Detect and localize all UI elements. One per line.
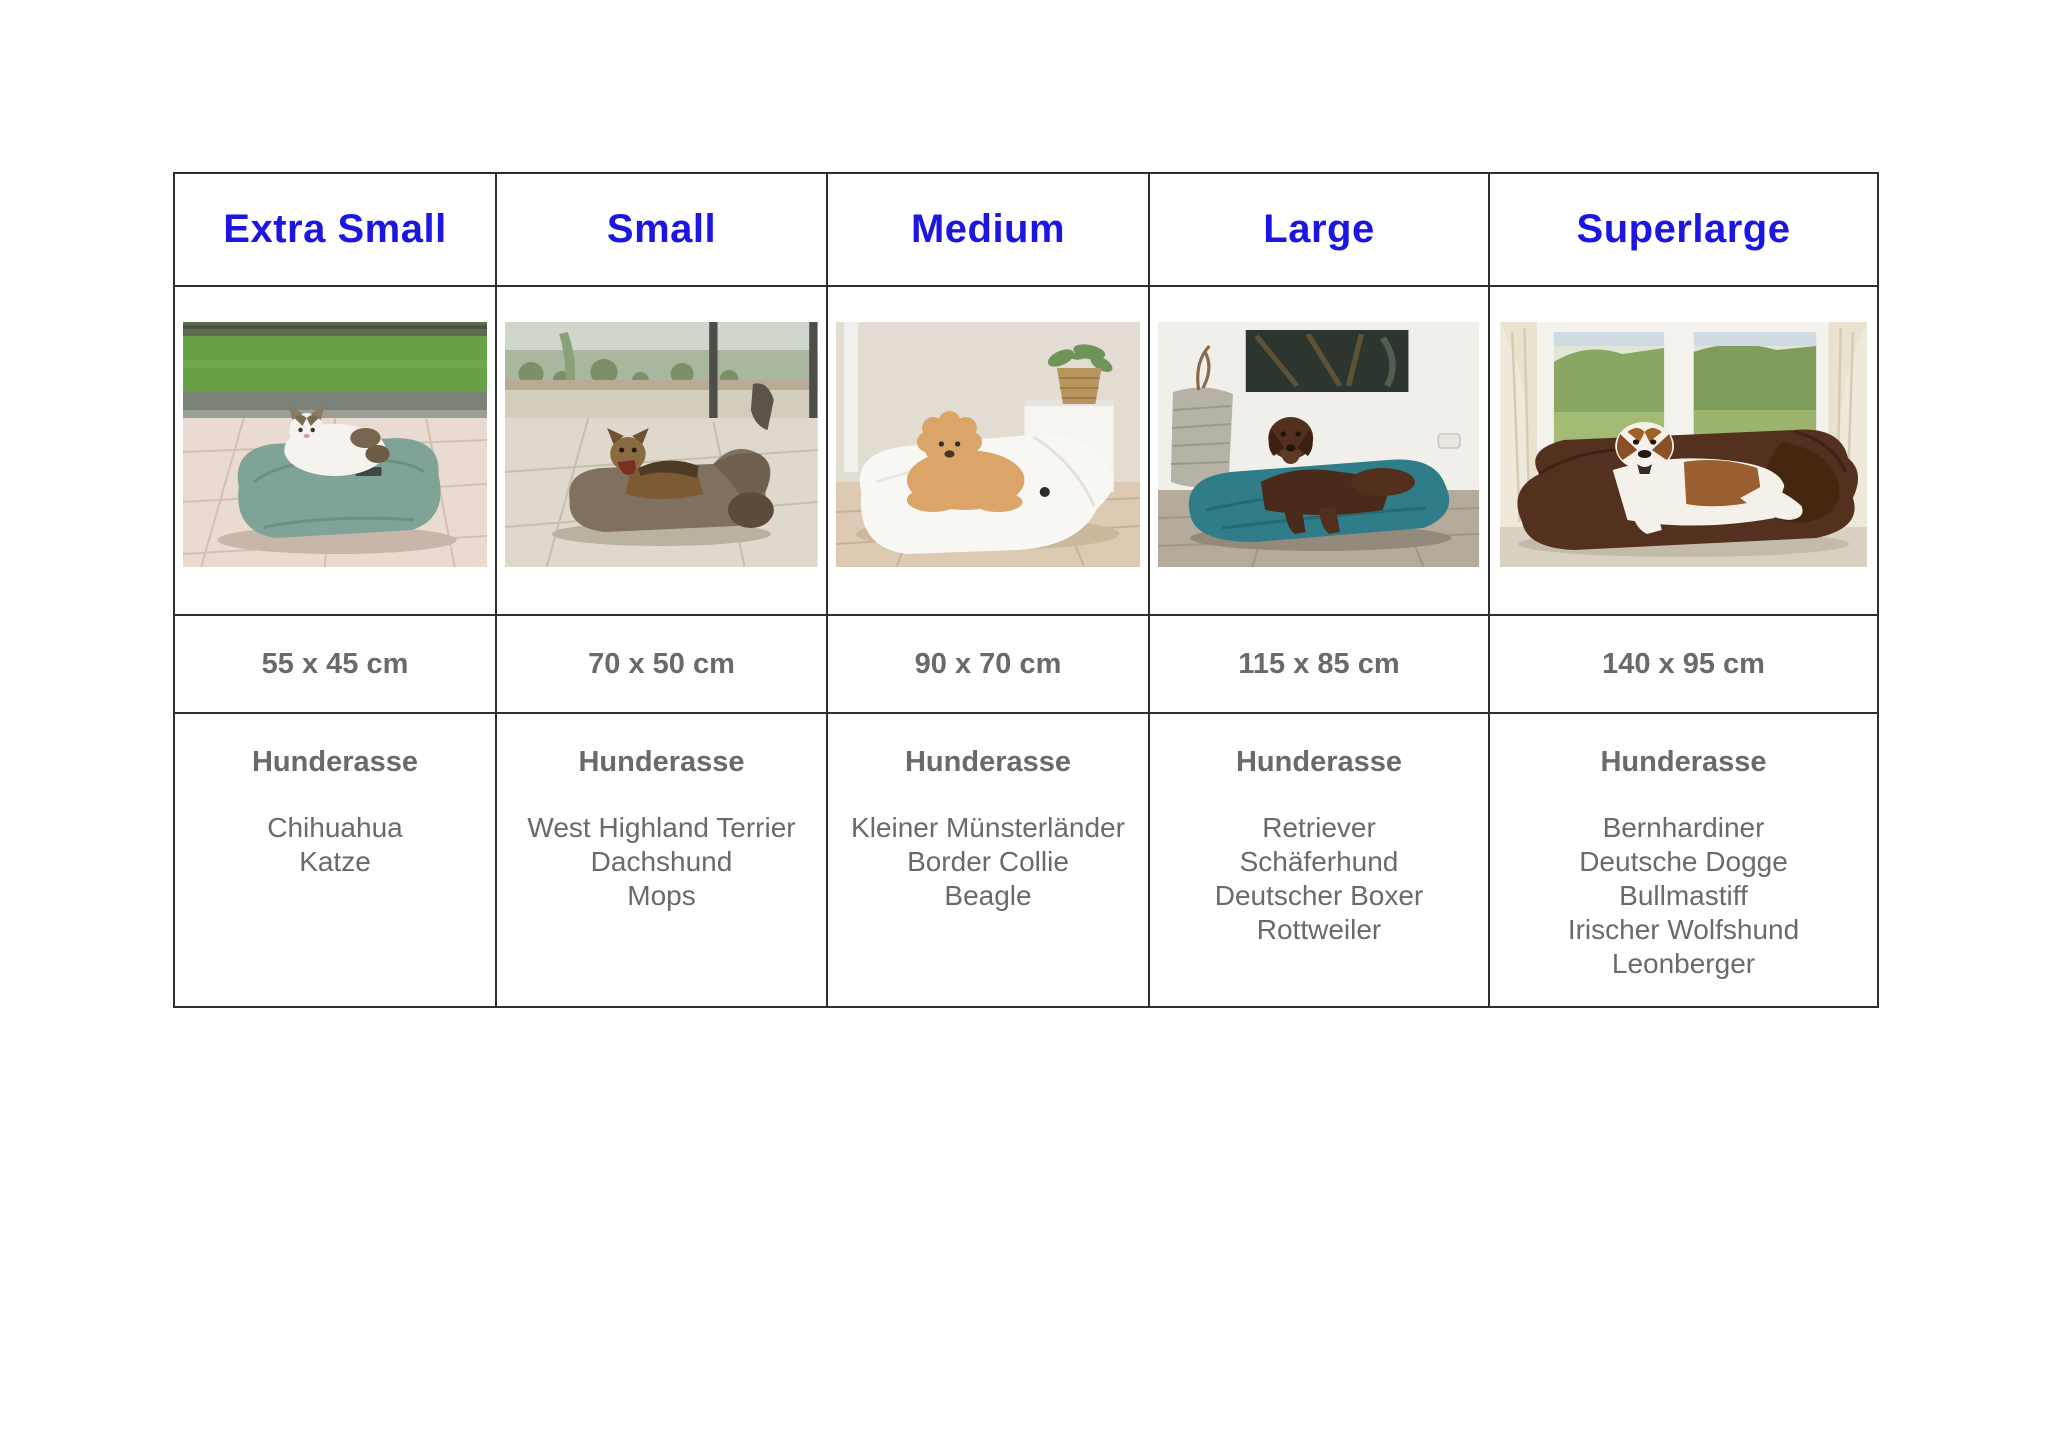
column-title-small: Small [606, 207, 717, 251]
photo-cell-superlarge [1490, 287, 1877, 616]
breed-item: Retriever [1262, 812, 1376, 843]
small-bed-photo [505, 322, 818, 567]
photo-cell-large [1150, 287, 1490, 616]
superlarge-bed-photo [1500, 322, 1868, 567]
size-cell-large [1150, 616, 1490, 714]
breed-item: Leonberger [1611, 948, 1756, 979]
size-cell-medium [828, 616, 1150, 714]
breed-item: Bullmastiff [1619, 880, 1748, 911]
large-bed-photo [1158, 322, 1479, 567]
medium-bed-photo [836, 322, 1140, 567]
breed-heading: Hunderasse [578, 746, 745, 778]
size-value-medium: 90 x 70 cm [914, 647, 1062, 680]
breed-item: Kleiner Münsterländer [851, 812, 1125, 843]
header-cell-medium [828, 174, 1150, 287]
photo-cell-medium [828, 287, 1150, 616]
breed-item: Rottweiler [1256, 914, 1382, 945]
breed-item: Irischer Wolfshund [1567, 914, 1800, 945]
breed-item: Deutscher Boxer [1214, 880, 1424, 911]
breed-heading: Hunderasse [904, 746, 1071, 778]
size-value-large: 115 x 85 cm [1238, 647, 1400, 680]
breed-item: Beagle [944, 880, 1032, 911]
breed-item: Schäferhund [1239, 846, 1399, 877]
breeds-cell-medium [828, 714, 1150, 1006]
dog-bed-size-table [173, 172, 1879, 1008]
size-cell-extra-small [175, 616, 497, 714]
column-title-extra-small: Extra Small [223, 207, 447, 251]
header-cell-small [497, 174, 828, 287]
breed-item: Dachshund [590, 846, 733, 877]
breed-heading: Hunderasse [251, 746, 418, 778]
breed-heading: Hunderasse [1235, 746, 1402, 778]
photo-cell-small [497, 287, 828, 616]
size-cell-superlarge [1490, 616, 1877, 714]
breed-item: Bernhardiner [1602, 812, 1765, 843]
column-title-large: Large [1263, 207, 1375, 251]
size-value-extra-small: 55 x 45 cm [261, 647, 409, 680]
column-title-superlarge: Superlarge [1576, 207, 1791, 251]
breeds-cell-large [1150, 714, 1490, 1006]
size-value-superlarge: 140 x 95 cm [1602, 647, 1765, 680]
breed-item: Chihuahua [267, 812, 403, 843]
column-title-medium: Medium [910, 207, 1066, 251]
extra-small-bed-photo [183, 322, 487, 567]
breed-item: Border Collie [907, 846, 1069, 877]
breeds-cell-small [497, 714, 828, 1006]
breed-item: Katze [299, 846, 371, 877]
breed-item: Deutsche Dogge [1579, 846, 1788, 877]
breed-item: West Highland Terrier [527, 812, 796, 843]
header-cell-superlarge [1490, 174, 1877, 287]
size-cell-small [497, 616, 828, 714]
header-cell-extra-small [175, 174, 497, 287]
breed-heading: Hunderasse [1600, 746, 1767, 778]
breeds-cell-superlarge [1490, 714, 1877, 1006]
photo-cell-extra-small [175, 287, 497, 616]
breed-item: Mops [627, 880, 696, 911]
header-cell-large [1150, 174, 1490, 287]
size-value-small: 70 x 50 cm [588, 647, 735, 680]
breeds-cell-extra-small [175, 714, 497, 1006]
